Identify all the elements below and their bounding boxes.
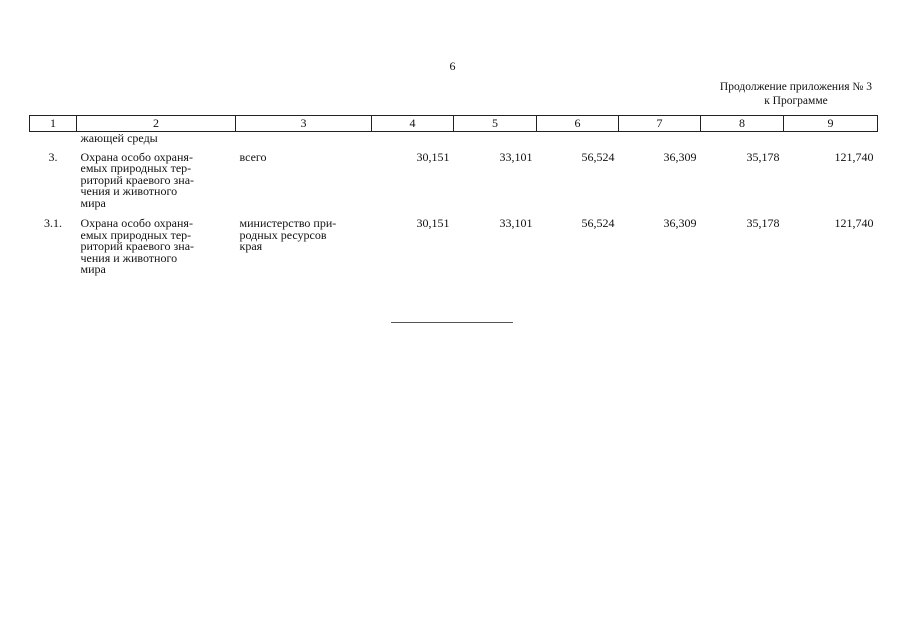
- row-number: 3.: [48, 149, 58, 164]
- header-cell-6: 6: [537, 116, 619, 132]
- row-executor: всего: [239, 149, 267, 164]
- row-value-col5: 33,101: [499, 216, 533, 230]
- row-value-col8: 35,178: [746, 216, 780, 230]
- row-value-col9: 121,740: [834, 216, 874, 230]
- table-row: [30, 215, 878, 276]
- row-number: 3.1.: [44, 216, 62, 230]
- header-cell-8: 8: [701, 116, 784, 132]
- table-header-row: [30, 116, 878, 132]
- end-divider: [391, 322, 513, 323]
- header-cell-7: 7: [619, 116, 701, 132]
- page-number: 6: [449, 59, 456, 73]
- row-name: Охрана особо охраня- емых природных тер- риторий краевого зна- чения и животного мира: [80, 149, 195, 210]
- appendix-note: [720, 80, 872, 108]
- row-value-col7: 36,309: [663, 216, 697, 230]
- continuation-row: [30, 132, 878, 148]
- header-cell-3: 3: [236, 116, 372, 132]
- row-value-col4: 30,151: [416, 216, 450, 230]
- header-cell-5: 5: [454, 116, 537, 132]
- header-cell-9: 9: [784, 116, 878, 132]
- header-cell-1: 1: [30, 116, 77, 132]
- table-row: [30, 148, 878, 216]
- program-table: [29, 115, 878, 276]
- appendix-line-2: к Программе: [764, 95, 828, 107]
- row-value-col6: 56,524: [581, 149, 615, 164]
- row-value-col5: 33,101: [499, 149, 533, 164]
- row-value-col8: 35,178: [746, 149, 780, 164]
- row-value-col9: 121,740: [834, 149, 874, 164]
- row-value-col7: 36,309: [663, 149, 697, 164]
- row-name: Охрана особо охраня- емых природных тер- риторий краевого зна- чения и животного мира: [80, 216, 195, 276]
- appendix-line-1: Продолжение приложения № 3: [719, 81, 872, 93]
- row-value-col4: 30,151: [416, 149, 450, 164]
- row-executor: министерство при- родных ресурсов края: [239, 216, 337, 253]
- continuation-text: жающей среды: [80, 131, 158, 145]
- header-cell-4: 4: [372, 116, 454, 132]
- header-cell-2: 2: [77, 116, 236, 132]
- row-value-col6: 56,524: [581, 216, 615, 230]
